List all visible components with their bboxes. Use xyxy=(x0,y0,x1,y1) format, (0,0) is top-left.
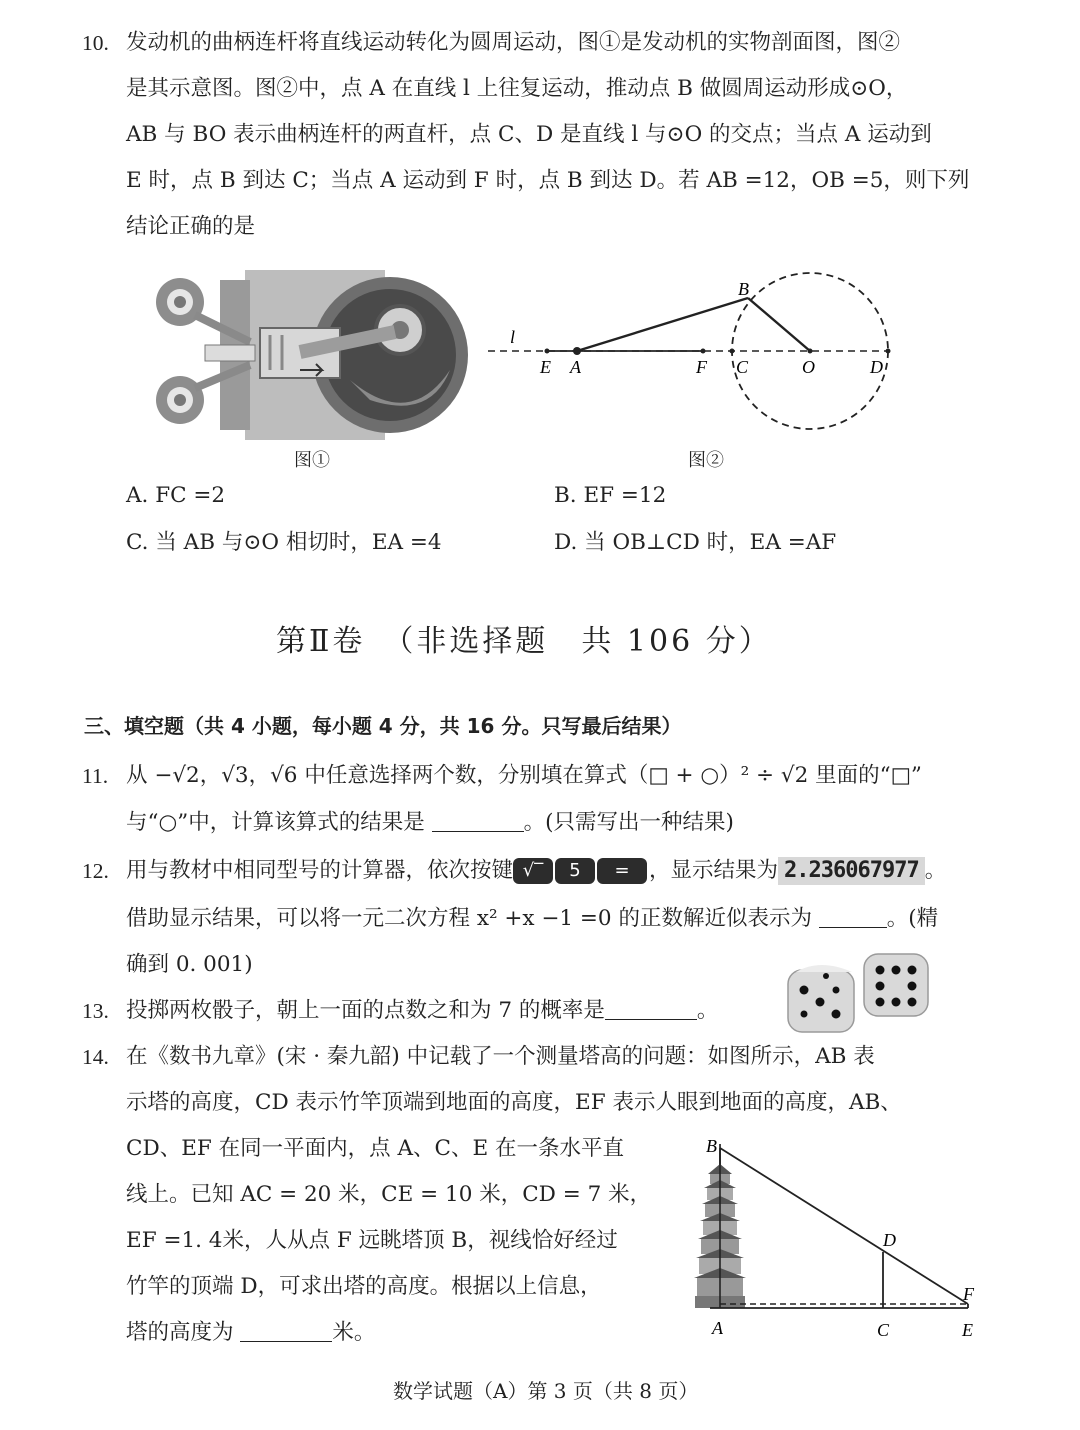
rod-ab xyxy=(577,298,748,351)
label-e: E xyxy=(962,1320,973,1340)
pagoda-measurement-figure xyxy=(690,1130,990,1345)
q13-number: 13. xyxy=(82,999,109,1023)
q14-line-7-pre: 塔的高度为 xyxy=(126,1320,234,1345)
label-d: D xyxy=(870,357,883,377)
calc-5-key: 5 xyxy=(555,858,595,884)
label-d: D xyxy=(883,1230,896,1250)
label-b: B xyxy=(738,279,749,299)
engine-cutaway-figure xyxy=(150,270,470,440)
label-f: F xyxy=(696,357,707,377)
q14-line-3: CD、EF 在同一平面内，点 A、C、E 在一条水平直 xyxy=(126,1136,624,1161)
q12-line-1 xyxy=(126,856,946,886)
q12-line-3: 确到 0. 001) xyxy=(126,952,253,977)
q12-line-1-post: 。 xyxy=(924,858,947,883)
q10-number: 10. xyxy=(82,31,109,55)
q11-answer-blank[interactable] xyxy=(432,811,524,832)
q11-line-2 xyxy=(126,808,734,838)
label-a: A xyxy=(570,357,581,377)
q10-line-2: 是其示意图。图②中，点 A 在直线 l 上往复运动，推动点 B 做圆周运动形成⊙O， xyxy=(126,76,908,101)
q14-line-6: 竹竿的顶端 D，可求出塔的高度。根据以上信息， xyxy=(126,1274,602,1299)
rod-bo xyxy=(748,298,810,351)
label-b: B xyxy=(706,1136,717,1156)
q13-text: 投掷两枚骰子，朝上一面的点数之和为 7 的概率是 xyxy=(126,998,605,1023)
die-right-icon xyxy=(864,954,928,1016)
q14-line-4: 线上。已知 AC = 20 米，CE = 10 米，CD = 7 米， xyxy=(126,1182,652,1207)
label-c: C xyxy=(877,1320,890,1340)
q11-line-1: 从 −√2，√3，√6 中任意选择两个数，分别填在算式（□ + ○）² ÷ √2 里面的“□” xyxy=(126,763,922,788)
q14-number: 14. xyxy=(82,1045,109,1069)
q10-line-3: AB 与 BO 表示曲柄连杆的两直杆，点 C、D 是直线 l 与⊙O 的交点；当点 A 运动到 xyxy=(126,122,932,147)
q11-line-2-post: 。(只需写出一种结果) xyxy=(523,810,734,835)
q13-line xyxy=(126,996,718,1026)
q10-line-4: E 时，点 B 到达 C；当点 A 运动到 F 时，点 B 到达 D。若 AB =12，OB =5，则下列 xyxy=(126,168,970,193)
q12-number: 12. xyxy=(82,859,109,883)
q10-option-c: C. 当 AB 与⊙O 相切时，EA =4 xyxy=(126,530,442,555)
q14-line-1: 在《数书九章》(宋 · 秦九韶) 中记载了一个测量塔高的问题：如图所示，AB 表 xyxy=(126,1044,875,1069)
q14-line-7 xyxy=(126,1318,375,1348)
label-o: O xyxy=(802,357,815,377)
crank-schematic-figure xyxy=(480,265,900,440)
calc-equals-key: = xyxy=(597,858,647,884)
die-left-icon xyxy=(788,965,854,1032)
q10-option-d: D. 当 OB⊥CD 时，EA =AF xyxy=(554,530,837,555)
section3-heading: 三、填空题（共 4 小题，每小题 4 分，共 16 分。只写最后结果） xyxy=(84,714,682,738)
q10-option-b: B. EF =12 xyxy=(554,483,667,508)
q14-answer-blank[interactable] xyxy=(240,1321,332,1342)
q11-number: 11. xyxy=(82,764,109,788)
q12-answer-blank[interactable] xyxy=(819,907,887,928)
page-footer: 数学试题（A）第 3 页（共 8 页） xyxy=(393,1379,699,1403)
q10-line-5: 结论正确的是 xyxy=(126,214,256,239)
fig1-caption: 图① xyxy=(294,450,330,471)
label-a: A xyxy=(712,1318,723,1338)
q13-post: 。 xyxy=(696,998,719,1023)
fig2-caption: 图② xyxy=(688,450,724,471)
q10-option-a: A. FC =2 xyxy=(126,483,226,508)
label-f: F xyxy=(963,1284,974,1304)
label-e: E xyxy=(540,357,551,377)
q14-line-5: EF =1. 4米，人从点 F 远眺塔顶 B，视线恰好经过 xyxy=(126,1228,618,1253)
q14-line-7-post: 米。 xyxy=(332,1320,376,1345)
part2-title: 第Ⅱ卷 （非选择题 共 106 分） xyxy=(276,624,772,659)
calc-display: 2.236067977 xyxy=(778,857,925,885)
dice-illustration xyxy=(780,948,940,1038)
q12-line-1-mid: ，显示结果为 xyxy=(649,858,779,883)
q14-line-2: 示塔的高度，CD 表示竹竿顶端到地面的高度，EF 表示人眼到地面的高度，AB、 xyxy=(126,1090,902,1115)
q10-line-1: 发动机的曲柄连杆将直线运动转化为圆周运动，图①是发动机的实物剖面图，图② xyxy=(126,30,901,55)
q12-line-2-pre: 借助显示结果，可以将一元二次方程 x² +x −1 =0 的正数解近似表示为 xyxy=(126,906,812,931)
q12-line-1-pre: 用与教材中相同型号的计算器，依次按键 xyxy=(126,858,514,883)
label-l: l xyxy=(510,327,516,347)
q12-line-2-post: 。(精 xyxy=(886,906,939,931)
label-c: C xyxy=(736,357,749,377)
q12-line-2 xyxy=(126,904,938,934)
q13-answer-blank[interactable] xyxy=(605,999,697,1020)
calc-sqrt-key: √‾ xyxy=(513,858,553,884)
q11-line-2-pre: 与“○”中，计算该算式的结果是 xyxy=(126,810,425,835)
